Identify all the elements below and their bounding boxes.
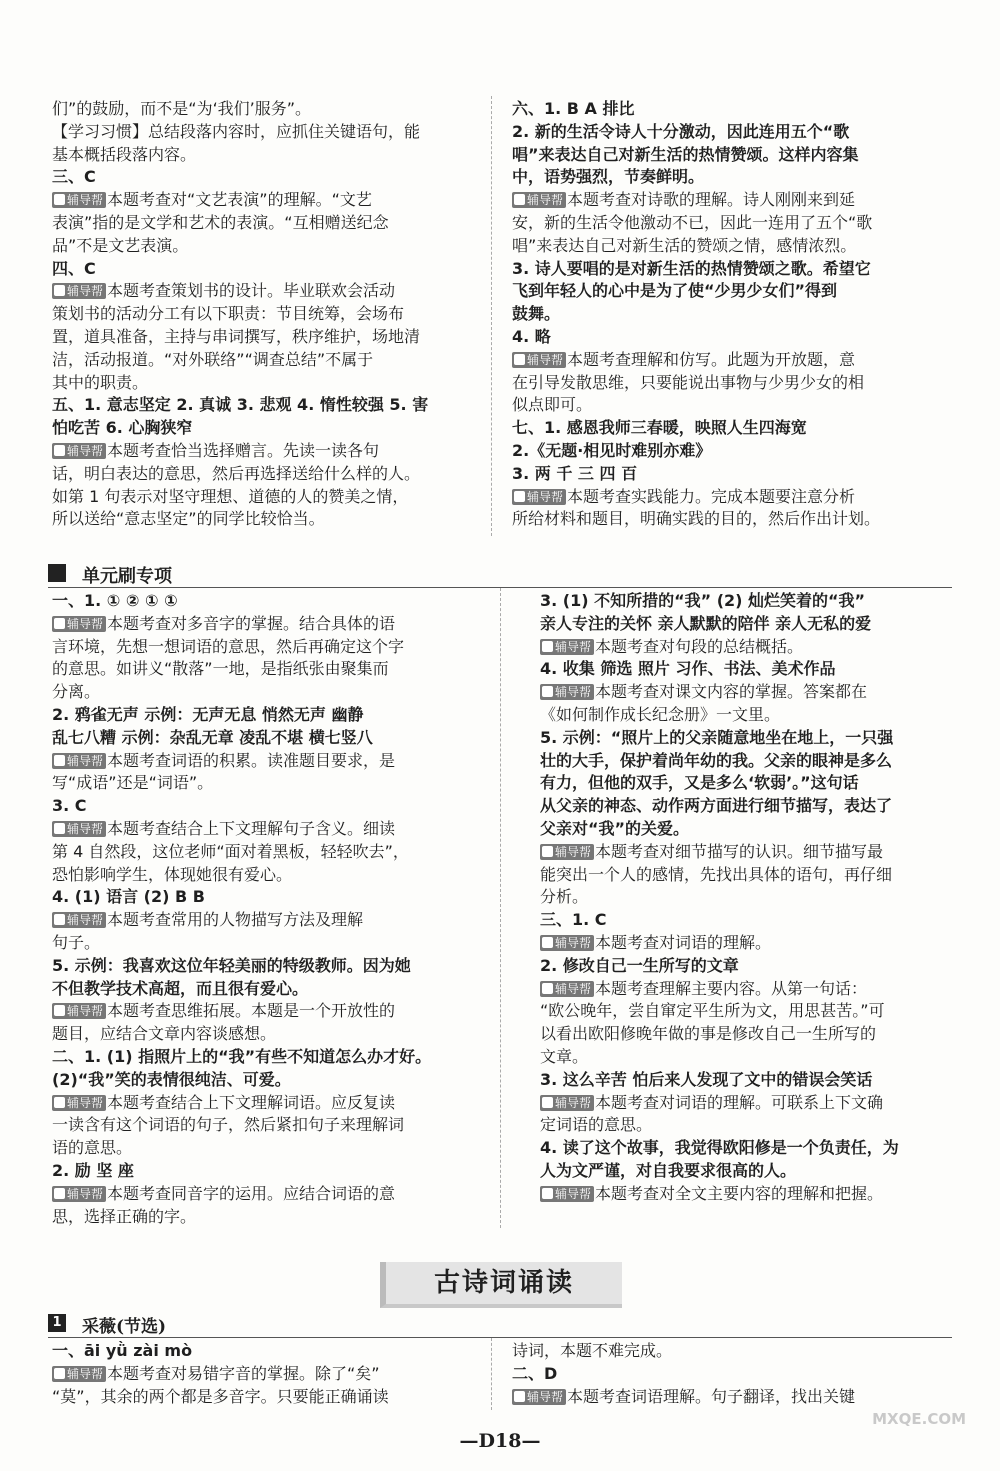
line-text: 鼓舞。: [512, 304, 561, 324]
book-icon: [514, 194, 525, 205]
line-text: 一、1. ① ② ① ①: [52, 591, 178, 610]
tutor-tag-badge: [52, 753, 106, 769]
text-line: [540, 1023, 940, 1046]
answer-line: [512, 258, 940, 281]
tutor-tag-label: 辅导帮: [555, 685, 592, 700]
line-text: 飞到年轻人的心中是为了使“少男少女们”得到: [512, 281, 838, 301]
line-text: 2. 励 坚 座: [52, 1160, 134, 1180]
line-text: 中，语势强烈，节奏鲜明。: [512, 167, 705, 187]
line-text: 本题考查词语理解。句子翻译，找出关键: [567, 1386, 856, 1406]
explanation-line: [52, 1000, 480, 1023]
text-line: [52, 864, 480, 887]
line-text: 置，道具准备，主持与串词撰写，秩序维护，场地清: [52, 326, 421, 346]
answer-line: [512, 440, 940, 463]
text-line: [52, 932, 480, 955]
book-icon: [514, 1391, 525, 1402]
line-text: 所以送给“意志坚定”的同学比较恰当。: [52, 509, 325, 529]
tutor-tag-label: 辅导帮: [67, 913, 104, 928]
tutor-tag-badge: [540, 1186, 594, 1202]
answer-line: [52, 258, 480, 281]
explanation-line: [52, 909, 480, 932]
line-text: 3. (1) 不知所措的“我” (2) 灿烂笑着的“我”: [540, 591, 866, 610]
text-line: [52, 681, 480, 704]
book-icon: [54, 1188, 65, 1199]
line-text: (2)“我”笑的表情很纯洁、可爱。: [52, 1069, 291, 1089]
line-text: 分析。: [540, 887, 589, 907]
line-text: 本题考查实践能力。完成本题要注意分析: [567, 486, 856, 506]
tutor-tag-label: 辅导帮: [527, 193, 564, 208]
text-line: [52, 508, 480, 531]
line-text: 诗词，本题不难完成。: [512, 1341, 673, 1360]
line-text: 三、1. C: [540, 910, 607, 930]
book-icon: [54, 194, 65, 205]
book-icon: [542, 1097, 553, 1108]
explanation-line: [512, 349, 940, 372]
line-text: 4. (1) 语言 (2) B B: [52, 887, 205, 907]
line-text: 言环境，先想一想词语的意思，然后再确定这个字: [52, 636, 405, 656]
line-text: 四、C: [52, 258, 96, 278]
answer-line: [540, 613, 940, 636]
line-text: 4. 略: [512, 326, 551, 346]
explanation-line: [52, 189, 480, 212]
answer-line: [540, 750, 940, 773]
line-text: 本题考查思维拓展。本题是一个开放性的: [107, 1001, 396, 1021]
line-text: 一、āi yǜ zài mò: [52, 1341, 193, 1360]
book-icon: [542, 983, 553, 994]
answer-line: [52, 417, 480, 440]
line-text: 唱”来表达自己对新生活的热情赞颂。这样内容集: [512, 144, 859, 164]
line-text: 《如何制作成长纪念册》一文里。: [540, 704, 781, 724]
line-text: 第 4 自然段，这位老师“面对着黑板，轻轻吹去”，: [52, 841, 409, 861]
answer-line: [512, 121, 940, 144]
line-text: 似点即可。: [512, 395, 593, 415]
line-text: 本题考查恰当选择赠言。先读一读各句: [107, 440, 380, 460]
top-right-column: [512, 98, 940, 531]
line-text: 本题考查对词语的理解。可联系上下文确: [595, 1092, 884, 1112]
tutor-tag-badge: [52, 912, 106, 928]
answer-line: [512, 463, 940, 486]
answer-line: [52, 795, 480, 818]
explanation-line: [52, 613, 480, 636]
explanation-line: [512, 189, 940, 212]
page-number: —D18—: [459, 1430, 541, 1452]
text-line: [52, 1137, 480, 1160]
book-icon: [54, 755, 65, 766]
watermark: MXQE.COM: [872, 1410, 966, 1428]
explanation-line: [540, 841, 940, 864]
book-icon: [54, 1005, 65, 1016]
bottom-left-column: [52, 1340, 480, 1408]
top-left-column: [52, 98, 480, 531]
text-line: [540, 886, 940, 909]
explanation-line: [540, 978, 940, 1001]
line-text: 所给材料和题目，明确实践的目的，然后作出计划。: [512, 509, 881, 529]
text-line: [52, 1386, 480, 1409]
answer-line: [512, 144, 940, 167]
tutor-tag-label: 辅导帮: [527, 352, 564, 367]
line-text: 策划书的活动分工有以下职责：节目统筹，会场布: [52, 304, 405, 324]
answer-line: [52, 1069, 480, 1092]
answer-line: [512, 1363, 940, 1386]
answer-line: [540, 955, 940, 978]
line-text: 2. 修改自己一生所写的文章: [540, 955, 739, 975]
section-header-unit: [48, 562, 952, 588]
answer-line: [52, 727, 480, 750]
line-text: 3. C: [52, 796, 87, 816]
line-text: 如第 1 句表示对坚守理想、道德的人的赞美之情，: [52, 486, 409, 506]
line-text: 能突出一个人的感情，先找出具体的语句，再仔细: [540, 864, 893, 884]
explanation-line: [52, 750, 480, 773]
tutor-tag-label: 辅导帮: [555, 935, 592, 950]
book-icon: [542, 1188, 553, 1199]
line-text: 其中的职责。: [52, 372, 149, 392]
line-text: 本题考查结合上下文理解句子含义。细读: [107, 818, 396, 838]
line-text: 话，明白表达的意思，然后再选择送给什么样的人。: [52, 463, 421, 483]
tutor-tag-label: 辅导帮: [555, 844, 592, 859]
answer-line: [540, 909, 940, 932]
line-text: 2. 鸦雀无声 示例：无声无息 悄然无声 幽静: [52, 704, 364, 724]
book-icon: [54, 445, 65, 456]
book-icon: [54, 618, 65, 629]
line-text: 唱”来表达自己对新生活的赞颂之情，感情浓烈。: [512, 235, 857, 255]
explanation-line: [52, 440, 480, 463]
line-text: 表演”指的是文学和艺术的表演。“互相赠送纪念: [52, 212, 389, 232]
text-line: [540, 864, 940, 887]
explanation-line: [540, 1092, 940, 1115]
tutor-tag-badge: [512, 489, 566, 505]
explanation-line: [52, 280, 480, 303]
tutor-tag-label: 辅导帮: [67, 443, 104, 458]
tutor-tag-label: 辅导帮: [555, 1186, 592, 1201]
book-icon: [542, 686, 553, 697]
text-line: [52, 841, 480, 864]
line-text: 本题考查对课文内容的掌握。答案都在: [595, 682, 868, 702]
line-text: 从父亲的神态、动作两方面进行细节描写，表达了: [540, 796, 893, 816]
answer-line: [540, 818, 940, 841]
explanation-line: [540, 1183, 940, 1206]
answer-line: [512, 166, 940, 189]
line-text: 本题考查对诗歌的理解。诗人刚刚来到延: [567, 190, 856, 210]
tutor-tag-label: 辅导帮: [527, 489, 564, 504]
line-text: 有力，但他的双手，又是多么‘软弱’。”这句话: [540, 773, 859, 793]
column-divider-bottom: [491, 1338, 492, 1410]
text-line: [52, 212, 480, 235]
answer-line: [540, 590, 940, 613]
tutor-tag-badge: [52, 1186, 106, 1202]
line-text: 的意思。如讲义“散落”一地，是指纸张由聚集而: [52, 659, 389, 679]
answer-line: [52, 1046, 480, 1069]
line-text: 六、1. B A 排比: [512, 99, 635, 118]
tutor-tag-badge: [540, 684, 594, 700]
text-line: [512, 1340, 940, 1363]
middle-right-column: [540, 590, 940, 1206]
text-line: [540, 1046, 940, 1069]
line-text: 本题考查对细节描写的认识。细节描写最: [595, 841, 884, 861]
tutor-tag-label: 辅导帮: [527, 1389, 564, 1404]
line-text: 不但教学技术高超，而且很有爱心。: [52, 978, 309, 998]
text-line: [540, 1114, 940, 1137]
explanation-line: [540, 636, 940, 659]
text-line: [52, 658, 480, 681]
explanation-line: [52, 1183, 480, 1206]
explanation-line: [52, 1363, 480, 1386]
line-text: 2.《无题·相见时难别亦难》: [512, 440, 712, 460]
text-line: [540, 1000, 940, 1023]
answer-line: [540, 727, 940, 750]
line-text: 本题考查对词语的理解。: [595, 932, 772, 952]
middle-left-column: [52, 590, 480, 1228]
line-text: 5. 示例：我喜欢这位年轻美丽的特级教师。因为她: [52, 955, 411, 975]
column-divider-middle: [500, 588, 501, 1228]
line-text: 们”的鼓励，而不是“为‘我们’服务”。: [52, 99, 312, 118]
line-text: 乱七八糟 示例：杂乱无章 凌乱不堪 横七竖八: [52, 727, 373, 747]
explanation-line: [52, 1092, 480, 1115]
line-text: 基本概括段落内容。: [52, 144, 197, 164]
tutor-tag-badge: [512, 352, 566, 368]
line-text: 洁，活动报道。“对外联络”“调查总结”不属于: [52, 349, 374, 369]
answer-line: [52, 886, 480, 909]
book-icon: [514, 491, 525, 502]
line-text: 父亲对“我”的关爱。: [540, 818, 690, 838]
line-text: 分离。: [52, 682, 101, 702]
tutor-tag-label: 辅导帮: [67, 193, 104, 208]
text-line: [512, 394, 940, 417]
line-text: 三、C: [52, 167, 96, 187]
text-line: [512, 508, 940, 531]
answer-line: [52, 704, 480, 727]
book-icon: [54, 823, 65, 834]
answer-line: [512, 417, 940, 440]
text-line: [52, 372, 480, 395]
line-text: 人为文严谨，对自我要求很高的人。: [540, 1160, 797, 1180]
text-line: [52, 303, 480, 326]
line-text: 题目，应结合文章内容谈感想。: [52, 1024, 277, 1044]
line-text: 本题考查词语的积累。读准题目要求，是: [107, 750, 396, 770]
tutor-tag-badge: [52, 616, 106, 632]
ancient-poetry-banner: 古诗词诵读: [380, 1262, 622, 1308]
line-text: 本题考查常用的人物描写方法及理解: [107, 910, 364, 930]
line-text: 4. 收集 筛选 照片 习作、书法、美术作品: [540, 659, 836, 679]
text-line: [52, 463, 480, 486]
section-number-box: 1: [48, 1314, 66, 1332]
answer-line: [512, 303, 940, 326]
line-text: 本题考查同音字的运用。应结合词语的意: [107, 1183, 396, 1203]
line-text: “欧公晚年，尝自窜定平生所为文，用思甚苦。”可: [540, 1001, 885, 1021]
tutor-tag-label: 辅导帮: [67, 284, 104, 299]
tutor-tag-label: 辅导帮: [67, 753, 104, 768]
line-text: 恐怕影响学生，体现她很有爱心。: [52, 864, 293, 884]
line-text: 写“成语”还是“词语”。: [52, 773, 214, 793]
book-icon: [54, 1368, 65, 1379]
text-line: [52, 1206, 480, 1229]
tutor-tag-label: 辅导帮: [67, 1366, 104, 1381]
tutor-tag-badge: [540, 1095, 594, 1111]
book-icon: [54, 914, 65, 925]
line-text: 二、1. (1) 指照片上的“我”有些不知道怎么办才好。: [52, 1046, 432, 1066]
line-text: 5. 示例：“照片上的父亲随意地坐在地上，一只强: [540, 727, 894, 747]
answer-line: [52, 978, 480, 1001]
line-text: 本题考查理解主要内容。从第一句话：: [595, 978, 868, 998]
answer-line: [540, 1160, 940, 1183]
tutor-tag-badge: [540, 981, 594, 997]
line-text: 七、1. 感恩我师三春暖，映照人生四海宽: [512, 418, 807, 438]
line-text: 五、1. 意志坚定 2. 真诚 3. 悲观 4. 惰性较强 5. 害: [52, 395, 429, 415]
tutor-tag-label: 辅导帮: [67, 1004, 104, 1019]
tutor-tag-badge: [512, 192, 566, 208]
answer-line: [52, 166, 480, 189]
line-text: 以看出欧阳修晚年做的事是修改自己一生所写的: [540, 1024, 877, 1044]
section-marker: [48, 564, 66, 582]
line-text: 二、D: [512, 1363, 558, 1383]
answer-line: [52, 1340, 480, 1363]
text-line: [512, 212, 940, 235]
answer-line: [540, 658, 940, 681]
text-line: [52, 121, 480, 144]
line-text: 亲人专注的关怀 亲人默默的陪伴 亲人无私的爱: [540, 613, 872, 633]
answer-line: [52, 1160, 480, 1183]
line-text: 语的意思。: [52, 1138, 133, 1158]
answer-line: [52, 394, 480, 417]
tutor-tag-label: 辅导帮: [67, 616, 104, 631]
answer-line: [512, 326, 940, 349]
tutor-tag-badge: [52, 283, 106, 299]
section-title: 单元刷专项: [82, 566, 172, 587]
line-text: 3. 两 千 三 四 百: [512, 463, 638, 483]
text-line: [540, 704, 940, 727]
text-line: [52, 636, 480, 659]
text-line: [52, 486, 480, 509]
text-line: [52, 98, 480, 121]
line-text: 句子。: [52, 932, 101, 952]
line-text: 3. 这么辛苦 怕后来人发现了文中的错误会笑话: [540, 1069, 873, 1089]
line-text: 在引导发散思维，只要能说出事物与少男少女的相: [512, 372, 865, 392]
tutor-tag-label: 辅导帮: [67, 1186, 104, 1201]
line-text: 文章。: [540, 1046, 589, 1066]
text-line: [512, 372, 940, 395]
answer-line: [540, 1069, 940, 1092]
text-line: [52, 144, 480, 167]
tutor-tag-badge: [540, 844, 594, 860]
book-icon: [54, 1097, 65, 1108]
tutor-tag-label: 辅导帮: [67, 1095, 104, 1110]
answer-line: [512, 280, 940, 303]
book-icon: [542, 937, 553, 948]
explanation-line: [540, 932, 940, 955]
line-text: 4. 读了这个故事，我觉得欧阳修是一个负责任，为: [540, 1138, 899, 1158]
line-text: 本题考查对多音字的掌握。结合具体的语: [107, 613, 396, 633]
section-header-poem: [48, 1312, 952, 1338]
text-line: [512, 235, 940, 258]
line-text: 3. 诗人要唱的是对新生活的热情赞颂之歌。希望它: [512, 258, 871, 278]
section-underline: [48, 1337, 952, 1338]
book-icon: [54, 285, 65, 296]
tutor-tag-badge: [540, 935, 594, 951]
book-icon: [542, 846, 553, 857]
answer-line: [52, 590, 480, 613]
line-text: 安，新的生活令他激动不已，因此一连用了五个“歌: [512, 212, 873, 232]
answer-line: [540, 1137, 940, 1160]
tutor-tag-label: 辅导帮: [555, 981, 592, 996]
line-text: 【学习习惯】总结段落内容时，应抓住关键语句，能: [52, 121, 421, 141]
answer-line: [52, 955, 480, 978]
line-text: 本题考查理解和仿写。此题为开放题，意: [567, 349, 856, 369]
line-text: 本题考查对“文艺表演”的理解。“文艺: [107, 190, 372, 210]
text-line: [52, 1114, 480, 1137]
book-icon: [542, 641, 553, 652]
tutor-tag-badge: [540, 639, 594, 655]
tutor-tag-badge: [52, 1003, 106, 1019]
book-icon: [514, 354, 525, 365]
tutor-tag-label: 辅导帮: [67, 821, 104, 836]
tutor-tag-badge: [512, 1389, 566, 1405]
line-text: 本题考查结合上下文理解词语。应反复读: [107, 1092, 396, 1112]
tutor-tag-label: 辅导帮: [555, 1095, 592, 1110]
line-text: 思，选择正确的字。: [52, 1206, 197, 1226]
answer-line: [512, 98, 940, 121]
tutor-tag-badge: [52, 1366, 106, 1382]
line-text: 定词语的意思。: [540, 1115, 653, 1135]
explanation-line: [540, 681, 940, 704]
line-text: 本题考查对全文主要内容的理解和把握。: [595, 1183, 884, 1203]
line-text: 一读含有这个词语的句子，然后紧扣句子来理解词: [52, 1115, 405, 1135]
line-text: 怕吃苦 6. 心胸狭窄: [52, 418, 193, 438]
line-text: 本题考查对易错字音的掌握。除了“矣”: [107, 1363, 380, 1383]
explanation-line: [512, 486, 940, 509]
tutor-tag-badge: [52, 443, 106, 459]
line-text: 2. 新的生活令诗人十分激动，因此连用五个“歌: [512, 121, 850, 141]
line-text: 本题考查策划书的设计。毕业联欢会活动: [107, 281, 396, 301]
tutor-tag-label: 辅导帮: [555, 639, 592, 654]
poem-title: 采薇(节选): [82, 1317, 167, 1337]
column-divider-top: [491, 96, 492, 536]
line-text: “莫”，其余的两个都是多音字。只要能正确诵读: [52, 1386, 389, 1406]
line-text: 本题考查对句段的总结概括。: [595, 636, 804, 656]
tutor-tag-badge: [52, 192, 106, 208]
text-line: [52, 235, 480, 258]
text-line: [52, 1023, 480, 1046]
answer-line: [540, 772, 940, 795]
line-text: 品”不是文艺表演。: [52, 235, 189, 255]
text-line: [52, 772, 480, 795]
tutor-tag-badge: [52, 821, 106, 837]
answer-line: [540, 795, 940, 818]
tutor-tag-badge: [52, 1095, 106, 1111]
text-line: [52, 349, 480, 372]
line-text: 壮的大手，保护着尚年幼的我。父亲的眼神是多么: [540, 750, 893, 770]
text-line: [52, 326, 480, 349]
explanation-line: [52, 818, 480, 841]
